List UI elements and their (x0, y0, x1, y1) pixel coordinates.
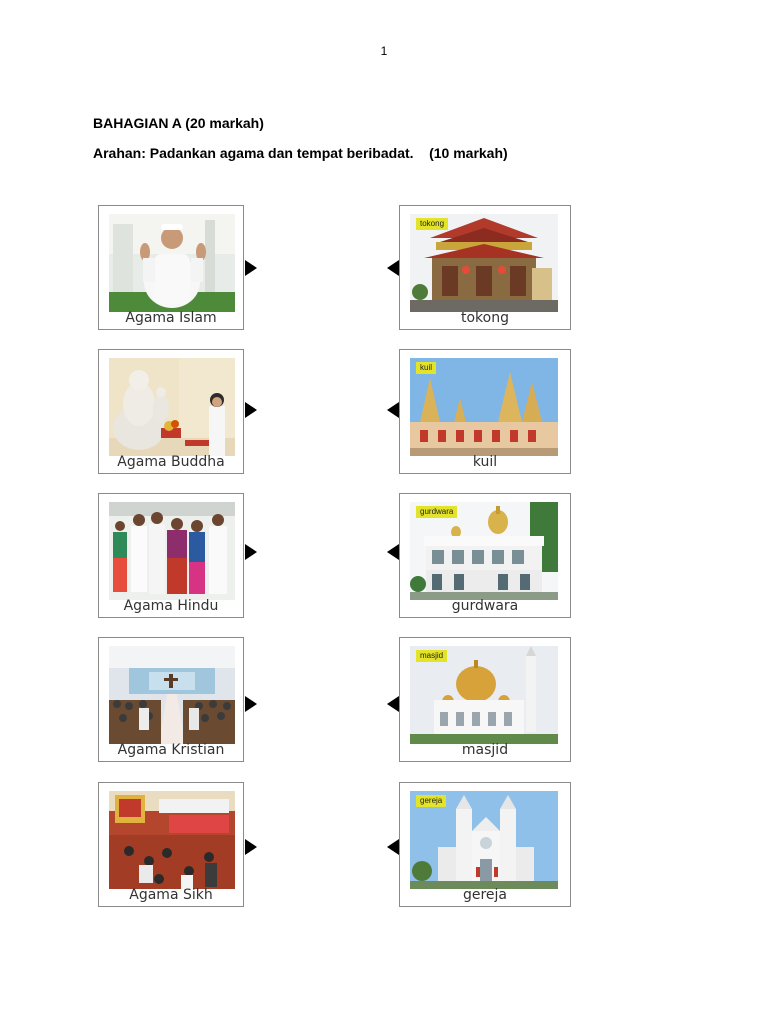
religion-label: Agama Islam (125, 310, 217, 326)
mosque-photo (410, 646, 558, 744)
place-tag: masjid (416, 650, 447, 662)
church-building-photo (410, 791, 558, 889)
place-label: tokong (461, 310, 509, 326)
religion-label: Agama Sikh (129, 887, 213, 903)
religion-label: Agama Buddha (117, 454, 225, 470)
religion-card-kristian (98, 637, 244, 762)
arrow-right-icon (245, 544, 257, 560)
arrow-left-icon (387, 544, 399, 560)
place-tag: kuil (416, 362, 436, 374)
place-card-kuil (399, 349, 571, 474)
arrow-right-icon (245, 260, 257, 276)
religion-label: Agama Hindu (123, 598, 219, 614)
arrow-left-icon (387, 839, 399, 855)
chinese-temple-photo (410, 214, 558, 312)
religion-card-buddha (98, 349, 244, 474)
place-tag: gereja (416, 795, 446, 807)
place-card-gereja (399, 782, 571, 907)
buddha-statue-photo (109, 358, 235, 456)
page-number: 1 (380, 44, 388, 58)
place-card-gurdwara (399, 493, 571, 618)
place-tag: tokong (416, 218, 448, 230)
section-heading: BAHAGIAN A (20 markah) (93, 115, 264, 131)
arrow-right-icon (245, 696, 257, 712)
arrow-right-icon (245, 839, 257, 855)
instruction-text: Arahan: Padankan agama dan tempat beribadat. (10 markah) (93, 145, 508, 161)
family-in-saree-photo (109, 502, 235, 600)
religion-card-sikh (98, 782, 244, 907)
gurdwara-interior-photo (109, 791, 235, 889)
place-label: gereja (462, 887, 508, 903)
place-label: kuil (472, 454, 498, 470)
place-card-masjid (399, 637, 571, 762)
arrow-left-icon (387, 402, 399, 418)
arrow-left-icon (387, 260, 399, 276)
place-label: gurdwara (451, 598, 519, 614)
place-label: masjid (461, 742, 509, 758)
place-card-tokong (399, 205, 571, 330)
place-tag: gurdwara (416, 506, 457, 518)
hindu-temple-photo (410, 358, 558, 456)
religion-card-hindu (98, 493, 244, 618)
arrow-right-icon (245, 402, 257, 418)
religion-card-islam (98, 205, 244, 330)
man-praying-photo (109, 214, 235, 312)
religion-label: Agama Kristian (117, 742, 225, 758)
arrow-left-icon (387, 696, 399, 712)
gurdwara-building-photo (410, 502, 558, 600)
church-interior-photo (109, 646, 235, 744)
